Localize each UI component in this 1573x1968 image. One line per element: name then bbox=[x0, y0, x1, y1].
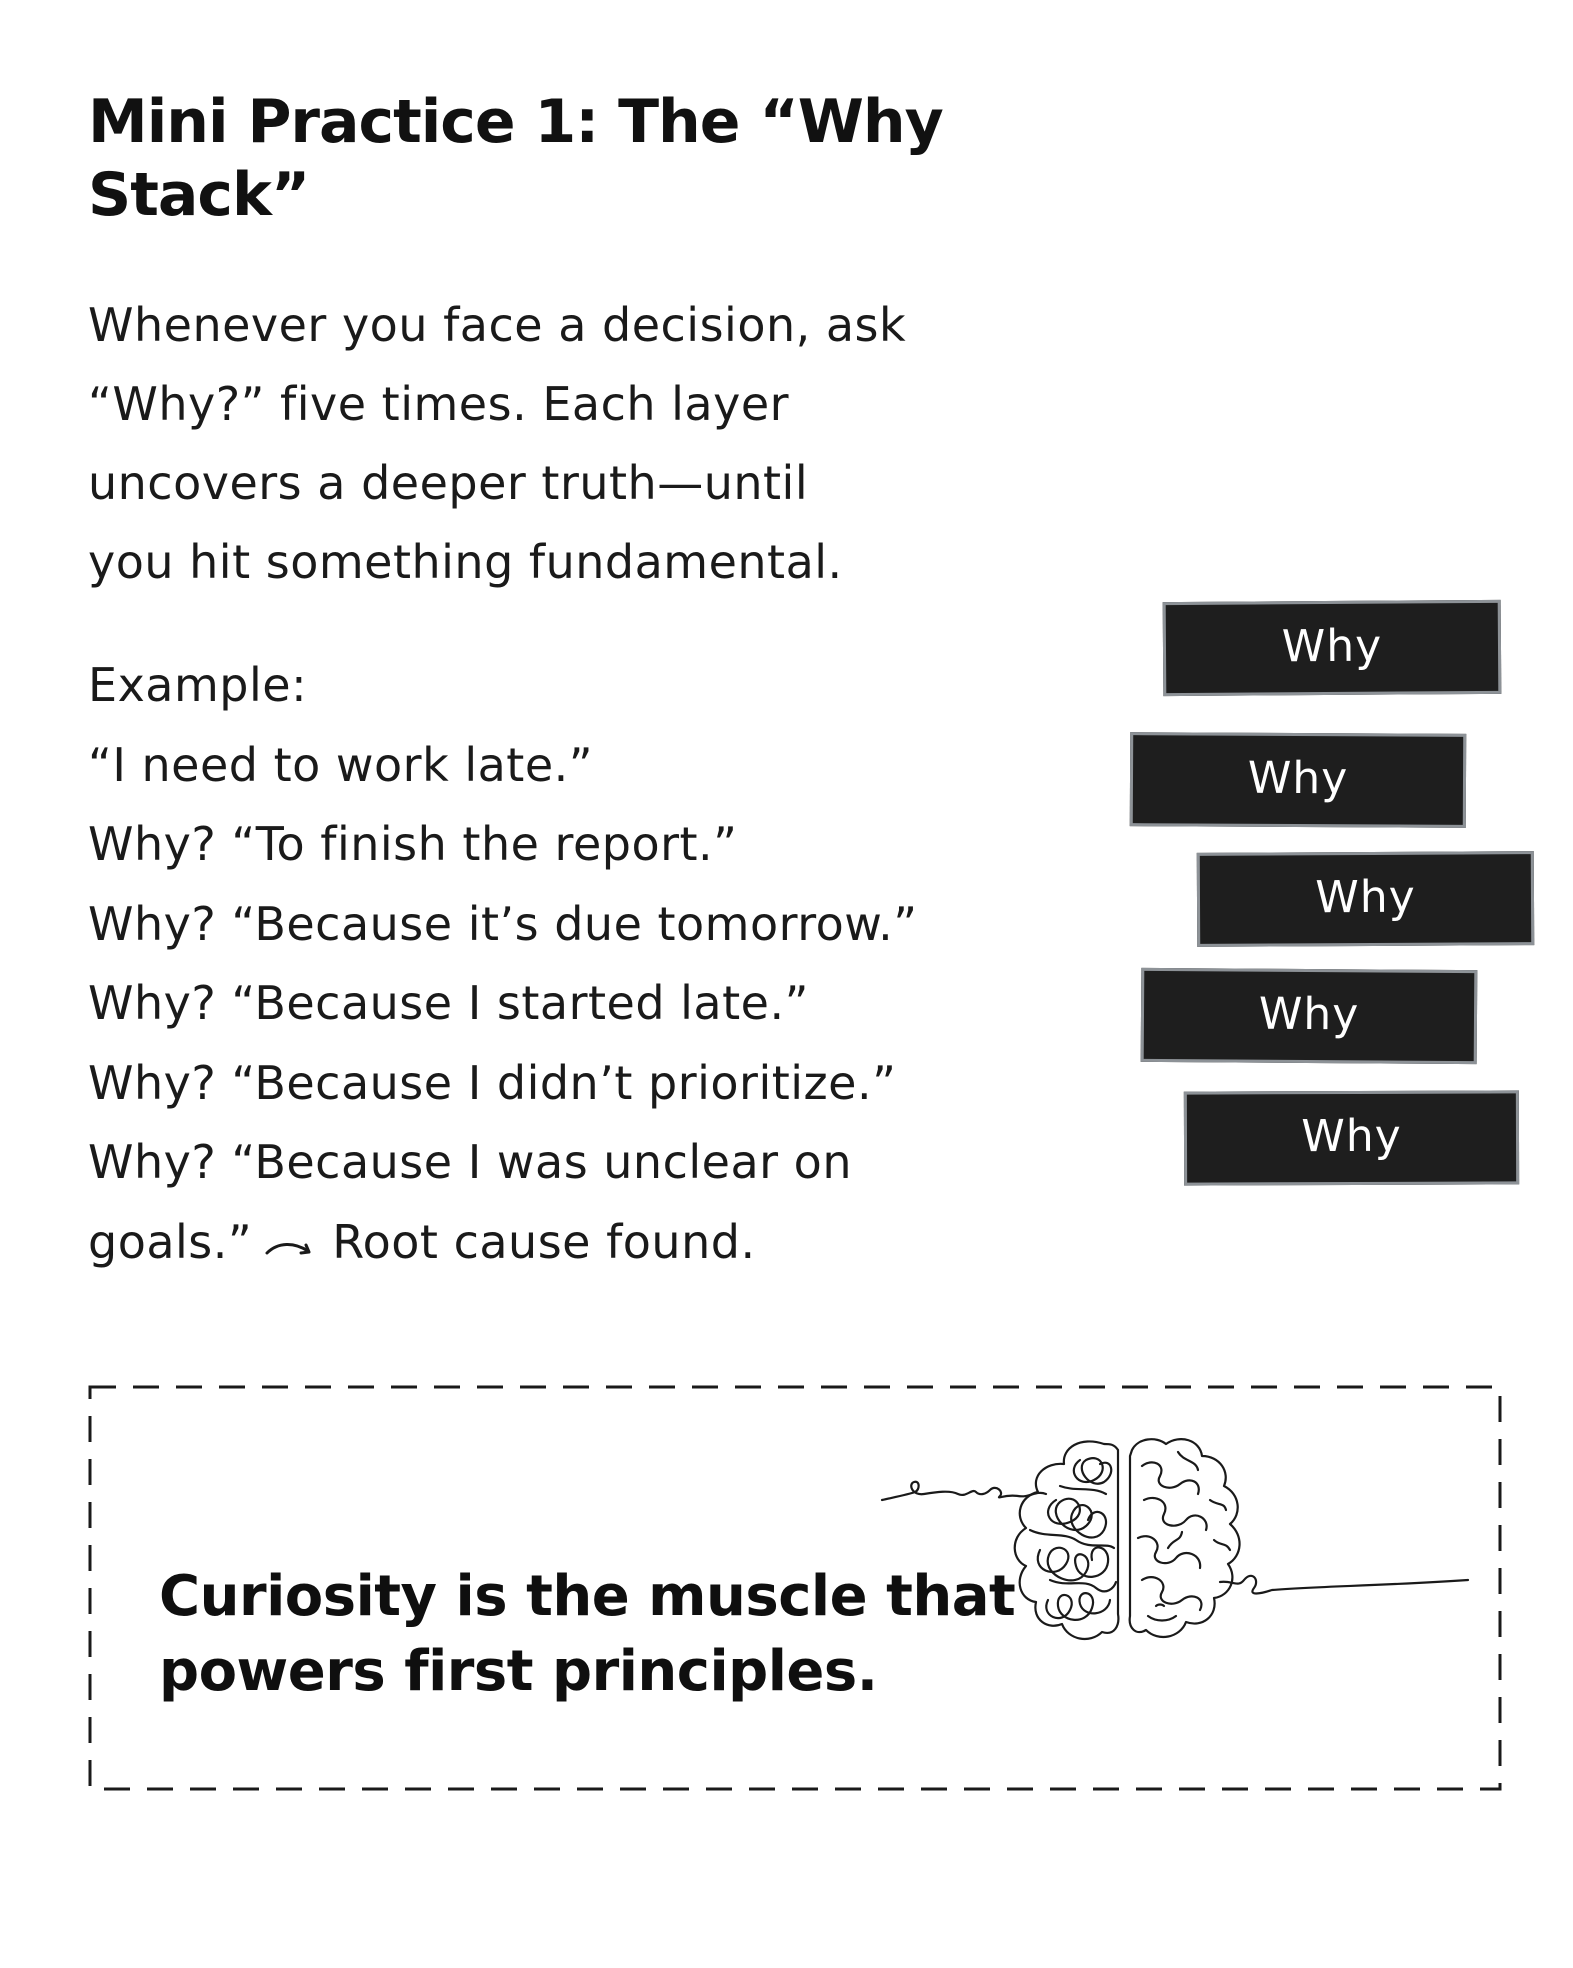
page-title bbox=[88, 86, 948, 232]
example-line: Why? “Because I didn’t prioritize.” bbox=[88, 1055, 897, 1110]
why-block bbox=[1184, 1090, 1519, 1185]
why-block bbox=[1163, 600, 1502, 696]
intro-paragraph bbox=[88, 286, 988, 602]
intro-line: Whenever you face a decision, ask bbox=[88, 298, 907, 352]
example-last-line-end: Root cause found. bbox=[332, 1214, 756, 1269]
example-line: Why? “Because it’s due tomorrow.” bbox=[88, 896, 918, 951]
quote-line-2: powers first principles. bbox=[159, 1639, 878, 1704]
example-line: “I need to work late.” bbox=[88, 737, 594, 792]
intro-line: “Why?” five times. Each layer bbox=[88, 377, 790, 431]
why-block bbox=[1141, 968, 1478, 1064]
example-line: Why? “Because I was unclear on bbox=[88, 1135, 852, 1189]
why-block bbox=[1130, 732, 1466, 828]
intro-line: uncovers a deeper truth—until bbox=[88, 456, 809, 510]
example-line: Why? “Because I started late.” bbox=[88, 976, 809, 1030]
why-block-label: Why bbox=[1301, 1110, 1402, 1162]
why-block-label: Why bbox=[1281, 620, 1383, 672]
why-block-label: Why bbox=[1315, 871, 1416, 923]
intro-line: you hit something fundamental. bbox=[88, 535, 843, 589]
title-line-2: Stack” bbox=[88, 160, 310, 230]
why-block-label: Why bbox=[1247, 752, 1349, 804]
quote-line-1: Curiosity is the muscle that bbox=[159, 1564, 1016, 1629]
example-last-line bbox=[88, 1203, 1088, 1285]
example-section bbox=[88, 646, 1088, 1285]
curved-arrow-icon bbox=[264, 1205, 318, 1285]
why-block-label: Why bbox=[1258, 988, 1360, 1040]
example-last-line-start: goals.” bbox=[88, 1214, 253, 1269]
example-line: Why? “To finish the report.” bbox=[88, 817, 738, 871]
title-line-1: Mini Practice 1: The “Why bbox=[88, 87, 943, 157]
example-heading: Example: bbox=[88, 658, 308, 712]
why-block bbox=[1197, 851, 1534, 947]
brain-tangle-illustration bbox=[880, 1430, 1480, 1710]
